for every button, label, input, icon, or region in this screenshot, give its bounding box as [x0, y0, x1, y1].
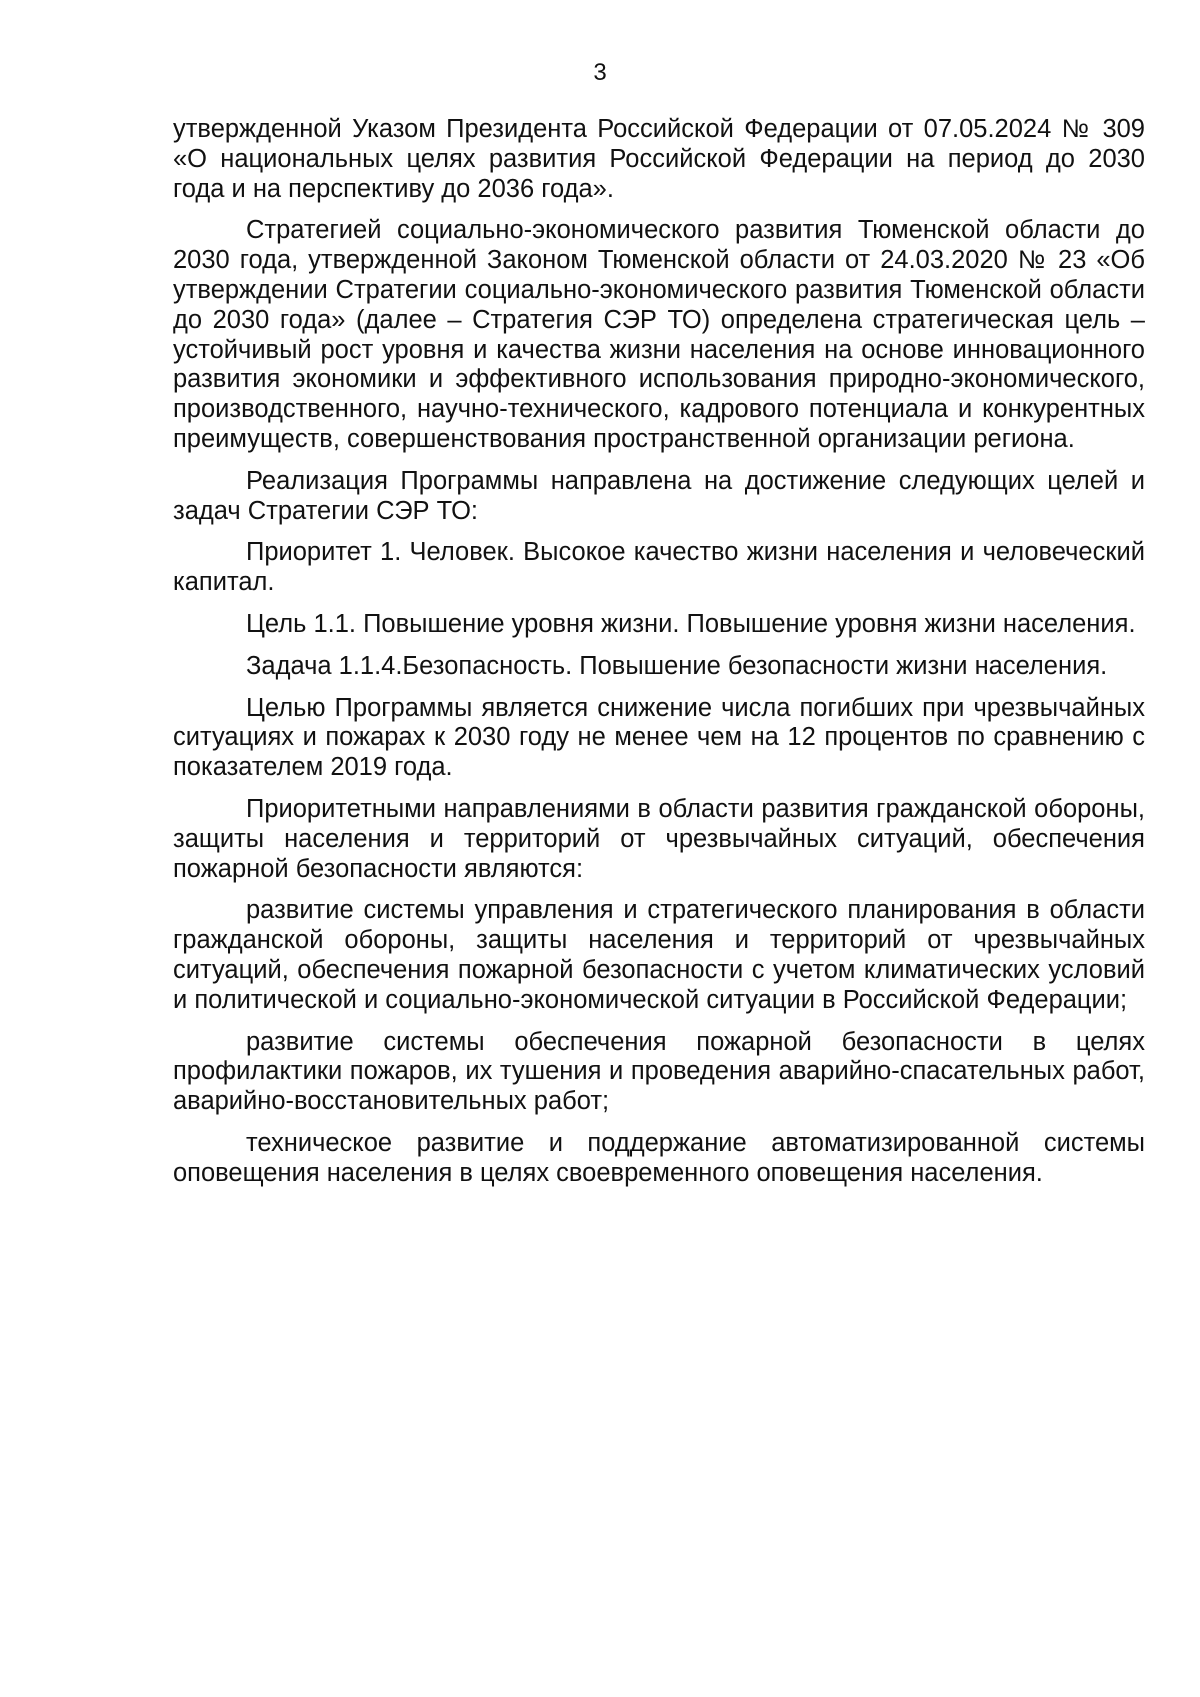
paragraph-strategy-goal: Стратегией социально-экономического развития Тюменской области до 2030 года, утвержденной Законом Тюменской области от 24.03.2020 № 23 «Об утверждении Стратегии социально-экономического развития Тюменской области до 2030 года» (далее – Стратегия СЭР ТО) определена стратегическая цель – устойчивый рост уровня и качества жизни населения на основе инновационного развития экономики и эффективного использования природно-экономического, производственного, научно-технического, кадрового потенциала и конкурентных преимуществ, совершенствования пространственной организации региона. — [173, 216, 1145, 453]
paragraph-priority-directions: Приоритетными направлениями в области развития гражданской обороны, защиты населения и территорий от чрезвычайных ситуаций, обеспечения пожарной безопасности являются: — [173, 794, 1145, 883]
paragraph-goal: Цель 1.1. Повышение уровня жизни. Повышение уровня жизни населения. — [246, 609, 1136, 638]
list-item-notification-system: техническое развитие и поддержание автоматизированной системы оповещения населения в целях своевременного оповещения населения. — [173, 1128, 1145, 1187]
paragraph-program-direction: Реализация Программы направлена на достижение следующих целей и задач Стратегии СЭР ТО: — [173, 466, 1145, 525]
paragraph-task: Задача 1.1.4.Безопасность. Повышение безопасности жизни населения. — [246, 651, 1108, 680]
list-item-fire-safety-development: развитие системы обеспечения пожарной безопасности в целях профилактики пожаров, их тушения и проведения аварийно-спасательных работ, аварийно-восстановительных работ; — [173, 1027, 1145, 1116]
page-number: 3 — [593, 59, 607, 86]
list-item-management-development: развитие системы управления и стратегического планирования в области гражданской обороны, защиты населения и территорий от чрезвычайных ситуаций, обеспечения пожарной безопасности с учетом климатических условий и политической и социально-экономической ситуации в Российской Федерации; — [173, 896, 1145, 1014]
paragraph-decree-reference: утвержденной Указом Президента Российской Федерации от 07.05.2024 № 309 «О национальных целях развития Российской Федерации на период до 2030 года и на перспективу до 2036 года». — [173, 115, 1145, 203]
paragraph-program-aim: Целью Программы является снижение числа погибших при чрезвычайных ситуациях и пожарах к 2030 году не менее чем на 12 процентов по сравнению с показателем 2019 года. — [173, 693, 1145, 782]
paragraph-priority: Приоритет 1. Человек. Высокое качество жизни населения и человеческий капитал. — [173, 538, 1145, 597]
document-body — [173, 115, 1145, 1201]
